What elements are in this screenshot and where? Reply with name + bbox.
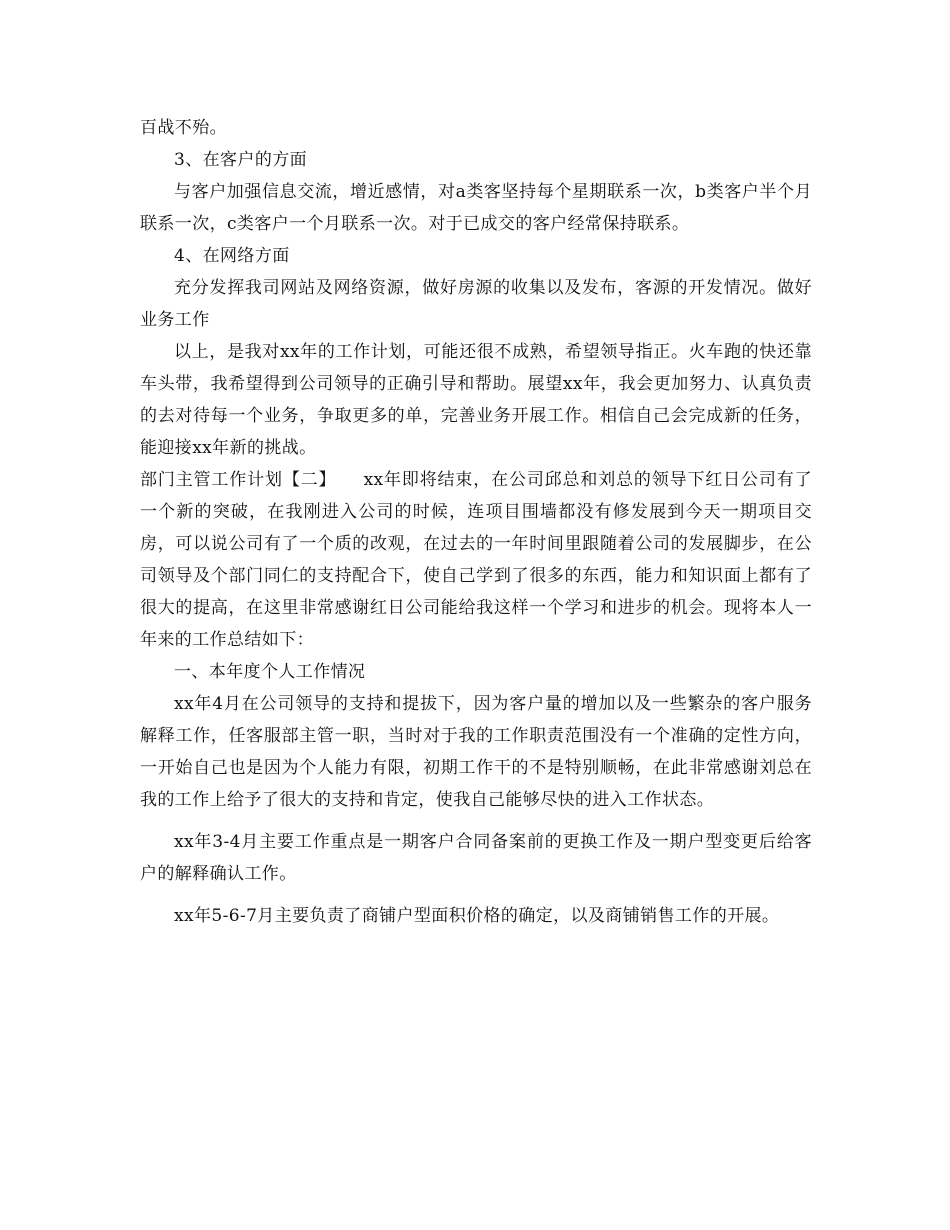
paragraph-10: xx年3-4月主要工作重点是一期客户合同备案前的更换工作及一期户型变更后给客户的解释确认工作。 bbox=[140, 832, 812, 884]
paragraph-9: xx年4月在公司领导的支持和提拔下，因为客户量的增加以及一些繁杂的客户服务解释工作，任客服部主管一职，当时对于我的工作职责范围没有一个准确的定性方向，一开始自己也是因为个人能力有限，初期工作干的不是特别顺畅，在此非常感谢刘总在我的工作上给予了很大的支持和肯定，使我自己能够尽快的进入工作状态。 bbox=[140, 694, 812, 810]
paragraph-5: 充分发挥我司网站及网络资源，做好房源的收集以及发布，客源的开发情况。做好业务工作 bbox=[140, 278, 812, 330]
paragraph-2: 3、在客户的方面 bbox=[174, 150, 308, 170]
paragraph-7: 部门主管工作计划【二】 xx年即将结束，在公司邱总和刘总的领导下红日公司有了一个新的突破，在我刚进入公司的时候，连项目围墙都没有修发展到今天一期项目交房，可以说公司有了一个质的改观，在过去的一年时间里跟随着公司的发展脚步，在公司领导及个部门同仁的支持配合下，使自己学到了很多的东西，能力和知识面上都有了很大的提高，在这里非常感谢红日公司能给我这样一个学习和进步的机会。现将本人一年来的工作总结如下： bbox=[140, 470, 812, 650]
paragraph-3: 与客户加强信息交流，增近感情，对a类客坚持每个星期联系一次，b类客户半个月联系一次，c类客户一个月联系一次。对于已成交的客户经常保持联系。 bbox=[140, 182, 812, 234]
paragraph-1: 百战不殆。 bbox=[140, 118, 227, 138]
document-page bbox=[140, 112, 812, 932]
paragraph-11: xx年5-6-7月主要负责了商铺户型面积价格的确定，以及商铺销售工作的开展。 bbox=[174, 906, 780, 926]
paragraph-8: 一、本年度个人工作情况 bbox=[174, 662, 366, 682]
paragraph-4: 4、在网络方面 bbox=[174, 246, 290, 266]
paragraph-6: 以上，是我对xx年的工作计划，可能还很不成熟，希望领导指正。火车跑的快还靠车头带，我希望得到公司领导的正确引导和帮助。展望xx年，我会更加努力、认真负责的去对待每一个业务，争取更多的单，完善业务开展工作。相信自己会完成新的任务，能迎接xx年新的挑战。 bbox=[140, 342, 812, 458]
